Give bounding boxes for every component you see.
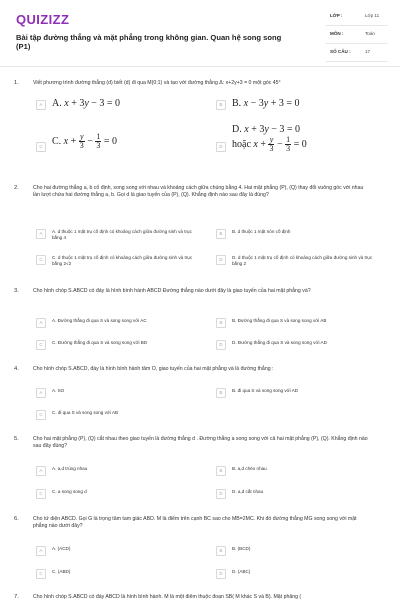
option-math: B. x − 3y + 3 = 0 (232, 98, 300, 109)
question-number: 2. (14, 185, 19, 191)
option-letter: B (216, 546, 226, 556)
quizizz-logo: QUIZIZZ (16, 12, 70, 27)
option-text: C. (ABD) (52, 569, 71, 574)
option-letter: C (36, 569, 46, 579)
option-letter: A (36, 546, 46, 556)
count-label: SỐ CÂU : (330, 49, 351, 54)
option-text: A. Đường thẳng đi qua S và song song với AC (52, 318, 147, 323)
question-number: 1. (14, 80, 19, 86)
option-text: D. Đường thẳng đi qua S và song song với AD (232, 340, 327, 345)
question-text: Cho hình chóp S.ABCD, đáy là hình bình hành tâm O, giao tuyến của hai mặt phẳng và là đường thẳng : (33, 366, 274, 372)
class-label: LỚP : (330, 13, 343, 18)
option-math: D. x + 3y − 3 = 0 (232, 124, 301, 135)
meta-row-class (326, 12, 388, 26)
option-text: A. a,d trùng nhau (52, 466, 88, 471)
question-text: Cho tứ diện ABCD. Gọi G là trọng tâm tam giác ABD. M là điểm trên cạnh BC sao cho MB=2MC. Khi đó đường thẳng MG song song với mặt phẳng nào dưới đây? (33, 516, 357, 529)
option-letter: B (216, 318, 226, 328)
option-letter: A (36, 466, 46, 476)
option-text: B. a,d chéo nhau (232, 466, 267, 471)
option-math: A. x + 3y − 3 = 0 (52, 98, 121, 109)
worksheet-title: Bài tập đường thẳng và mặt phẳng trong không gian. Quan hệ song song (P1) (16, 33, 282, 51)
option-letter: A (36, 100, 46, 110)
option-text: B. d thuộc 1 mặt nón cố định (232, 229, 291, 234)
question-number: 6. (14, 516, 19, 522)
option-text: D. d thuộc 1 mặt trụ cố định có khoảng cách giữa đường sinh và trục bằng 2 (232, 255, 373, 266)
meta-row-subject (326, 30, 388, 44)
question-number: 4. (14, 366, 19, 372)
option-letter: D (216, 569, 226, 579)
option-text: A. (ACD) (52, 546, 71, 551)
option-letter: B (216, 466, 226, 476)
question-number: 3. (14, 288, 19, 294)
option-letter: C (36, 142, 46, 152)
option-letter: A (36, 318, 46, 328)
question-text: Cho hai đường thẳng a, b cố định, song song với nhau và khoảng cách giữa chúng bằng 4. Hai mặt phẳng (P), (Q) thay đổi vuông góc với nhau lần lượt chứa hai đường thẳng a, b. Gọi d là giao tuyến của (P), (Q). Khẳng định nào sau đây là đúng? (33, 185, 364, 198)
question-text: Cho hai mặt phẳng (P), (Q) cắt nhau theo giao tuyến là đường thẳng d . Đường thẳng a song song với cả hai mặt phẳng (P), (Q). Khẳng định nào sau đây đúng? (33, 436, 368, 449)
option-text: C. d thuộc 1 mặt trụ cố định có khoảng cách giữa đường sinh và trục bằng 2√2 (52, 255, 193, 266)
option-letter: B (216, 100, 226, 110)
option-letter: D (216, 255, 226, 265)
option-math: C. x + $\frac{y}{3}$ − $\frac{1}{3}$ = 0 (52, 132, 118, 150)
meta-row-count (326, 48, 388, 62)
count-value: 17 (365, 49, 371, 54)
option-letter: C (36, 340, 46, 350)
meta-table (326, 12, 388, 66)
option-letter: D (216, 489, 226, 499)
question-number: 7. (14, 594, 19, 600)
option-letter: A (36, 388, 46, 398)
option-math-2: hoặc x + $\frac{y}{3}$ − $\frac{1}{3}$ = 0 (232, 135, 307, 153)
option-text: B. (BCD) (232, 546, 251, 551)
option-text: C. Đường thẳng đi qua S và song song với BD (52, 340, 148, 345)
question-text: Cho hình chóp S.ABCD có đáy là hình bình hành ABCD Đường thẳng nào dưới đây là giao tuyến của hai mặt phẳng và? (33, 288, 311, 294)
option-letter: D (216, 142, 226, 152)
question-text: Cho hình chóp S.ABCD có đáy ABCD là hình bình hành. M là một điểm thuộc đoạn SB( M khác S và B). Mặt phẳng ( (33, 594, 302, 600)
option-letter: B (216, 229, 226, 239)
option-letter: C (36, 410, 46, 420)
subject-value: Toán (365, 31, 375, 36)
option-text: C. a song song d (52, 489, 87, 494)
option-text: B. Đường thẳng đi qua S và song song với AB (232, 318, 327, 323)
class-value: Lớp 11 (365, 13, 380, 18)
option-text: A. d thuộc 1 mặt trụ cố định có khoảng cách giữa đường sinh và trục bằng 4 (52, 229, 192, 240)
worksheet-header (0, 0, 400, 67)
option-text: D. (ABC) (232, 569, 251, 574)
option-letter: C (36, 255, 46, 265)
option-text: D. a,d cắt nhau (232, 489, 264, 494)
option-letter: B (216, 388, 226, 398)
question-7 (0, 594, 400, 600)
option-text: C. đi qua S và song song với AB (52, 410, 119, 415)
subject-label: MÔN : (330, 31, 344, 36)
option-text: B. đi qua S và song song với AD (232, 388, 299, 393)
option-letter: C (36, 489, 46, 499)
question-number: 5. (14, 436, 19, 442)
option-text: A. SO (52, 388, 65, 393)
option-letter: A (36, 229, 46, 239)
option-letter: D (216, 340, 226, 350)
question-text: Viết phương trình đường thẳng (d) biết (d) đi qua M(0;1) và tạo với đường thẳng Δ: x+2y+3 = 0 một góc 45° (33, 80, 281, 86)
